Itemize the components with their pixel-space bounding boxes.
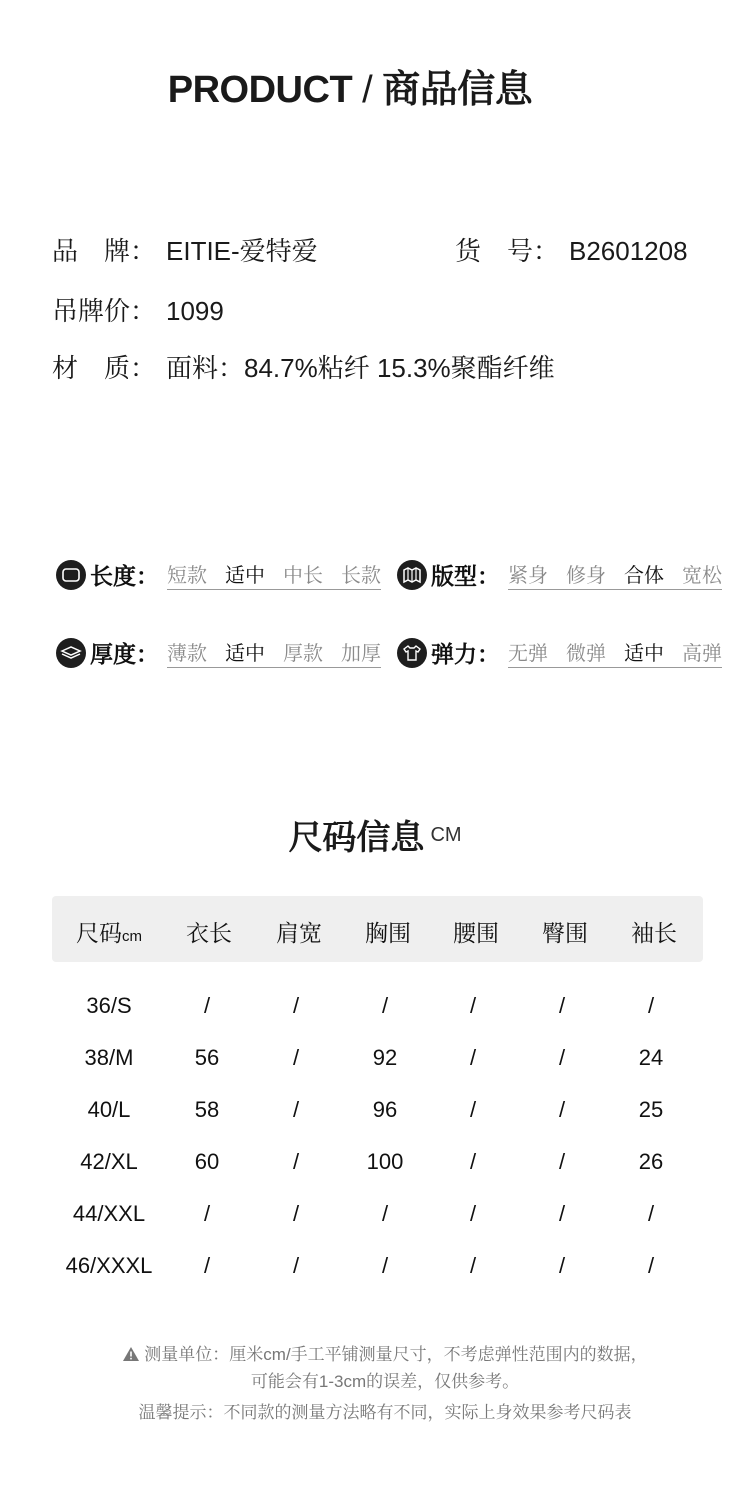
table-row [52, 1245, 703, 1285]
measure-note-line1: 测量单位：厘米cm/手工平铺测量尺寸，不考虑弹性范围内的数据， [144, 1345, 648, 1364]
table-cell: 46/XXXL [65, 1253, 153, 1278]
table-cell: 38/M [84, 1045, 134, 1070]
attr-length-opt-selected: 适中 [225, 565, 265, 587]
table-cell: / [203, 1201, 211, 1226]
table-cell: 100 [366, 1149, 404, 1174]
table-cell: / [292, 1201, 300, 1226]
material-row [52, 348, 555, 385]
table-cell: / [558, 993, 566, 1018]
tip-note: 温馨提示：不同款的测量方法略有不同，实际上身效果参考尺码表 [138, 1403, 632, 1422]
header-cell: 衣长 [186, 920, 232, 946]
table-cell: / [469, 993, 477, 1018]
attr-length-label: 长度： [90, 563, 159, 589]
table-cell: / [558, 1253, 566, 1278]
table-cell: / [647, 993, 655, 1018]
table-row [52, 985, 703, 1025]
fit-icon [397, 560, 427, 590]
table-cell: 26 [638, 1149, 664, 1174]
table-cell: / [381, 1201, 389, 1226]
title-en: PRODUCT [167, 69, 353, 111]
table-cell: / [558, 1097, 566, 1122]
table-row [52, 1089, 703, 1129]
table-cell: / [469, 1097, 477, 1122]
attr-thickness-label: 厚度： [90, 641, 159, 667]
table-cell: 56 [194, 1045, 220, 1070]
table-cell: / [469, 1253, 477, 1278]
attr-fit-opt: 修身 [566, 565, 606, 587]
table-cell: / [292, 993, 300, 1018]
measure-note [0, 1340, 750, 1365]
measure-note-line2: 可能会有1-3cm的误差，仅供参考。 [250, 1372, 520, 1391]
table-cell: / [292, 1253, 300, 1278]
table-cell: 25 [638, 1097, 664, 1122]
header-cell: 袖长 [631, 920, 677, 946]
attr-thickness-opt-selected: 适中 [225, 643, 265, 665]
table-cell: / [647, 1253, 655, 1278]
attr-fit-label: 版型： [431, 563, 500, 589]
header-cell-size: 尺码cm [76, 920, 142, 946]
attr-elasticity-opt: 高弹 [682, 643, 722, 665]
attr-thickness [56, 636, 381, 669]
thickness-icon [56, 638, 86, 668]
title-slash: / [362, 69, 373, 111]
header-cell: 臀围 [542, 920, 588, 946]
attr-thickness-opt: 厚款 [283, 643, 323, 665]
table-cell: / [381, 993, 389, 1018]
table-cell: 60 [194, 1149, 220, 1174]
attr-fit-opt-selected: 合体 [624, 565, 664, 587]
table-cell: / [558, 1201, 566, 1226]
attr-fit-opt: 紧身 [508, 565, 548, 587]
length-icon [56, 560, 86, 590]
table-cell: / [469, 1149, 477, 1174]
sku-value: B2601208 [569, 236, 688, 266]
table-cell: / [469, 1045, 477, 1070]
price-row [52, 291, 224, 328]
table-cell: / [292, 1097, 300, 1122]
table-cell: / [558, 1045, 566, 1070]
sku-row [455, 231, 688, 268]
table-cell: / [381, 1253, 389, 1278]
size-table-header [52, 896, 703, 962]
warning-icon [122, 1346, 140, 1362]
table-cell: / [558, 1149, 566, 1174]
table-cell: / [203, 993, 211, 1018]
attr-elasticity-opt: 无弹 [508, 643, 548, 665]
material-value: 面料：84.7%粘纤 15.3%聚酯纤维 [166, 353, 555, 383]
table-cell: / [292, 1045, 300, 1070]
table-cell: / [469, 1201, 477, 1226]
table-cell: 96 [372, 1097, 398, 1122]
price-label: 吊牌价： [52, 296, 157, 326]
table-cell: 24 [638, 1045, 664, 1070]
brand-value: EITIE-爱特爱 [166, 236, 318, 266]
material-label: 材 质： [52, 353, 157, 383]
size-section-title [0, 810, 750, 859]
attr-fit-opt: 宽松 [682, 565, 722, 587]
brand-label: 品 牌： [52, 236, 157, 266]
size-title-unit: CM [430, 824, 462, 846]
table-cell: / [292, 1149, 300, 1174]
attr-length-opt: 中长 [283, 565, 323, 587]
table-cell: 44/XXL [72, 1201, 146, 1226]
brand-row [52, 231, 318, 268]
attr-fit [397, 558, 722, 591]
attr-length [56, 558, 381, 591]
table-cell: 36/S [86, 993, 132, 1018]
table-row [52, 1141, 703, 1181]
attr-length-opt: 长款 [341, 565, 381, 587]
attr-length-opt: 短款 [167, 565, 207, 587]
attr-thickness-opt: 薄款 [167, 643, 207, 665]
attr-elasticity-opt-selected: 适中 [624, 643, 664, 665]
header-unit: cm [122, 928, 142, 945]
table-cell: / [203, 1253, 211, 1278]
header-cell: 肩宽 [276, 920, 322, 946]
table-cell: 40/L [87, 1097, 131, 1122]
attr-elasticity [397, 636, 722, 669]
header-cell: 腰围 [453, 920, 499, 946]
table-cell: 92 [372, 1045, 398, 1070]
page-title [0, 58, 700, 113]
attr-elasticity-opt: 微弹 [566, 643, 606, 665]
attr-thickness-opt: 加厚 [341, 643, 381, 665]
header-cell: 胸围 [365, 920, 411, 946]
title-cn: 商品信息 [382, 69, 533, 111]
table-row [52, 1193, 703, 1233]
table-cell: 42/XL [80, 1149, 138, 1174]
table-cell: / [647, 1201, 655, 1226]
price-value: 1099 [166, 296, 224, 326]
size-title-text: 尺码信息 [288, 819, 425, 857]
table-cell: 58 [194, 1097, 220, 1122]
sku-label: 货 号： [455, 236, 560, 266]
attr-elasticity-label: 弹力： [431, 641, 500, 667]
table-row [52, 1037, 703, 1077]
elasticity-icon [397, 638, 427, 668]
